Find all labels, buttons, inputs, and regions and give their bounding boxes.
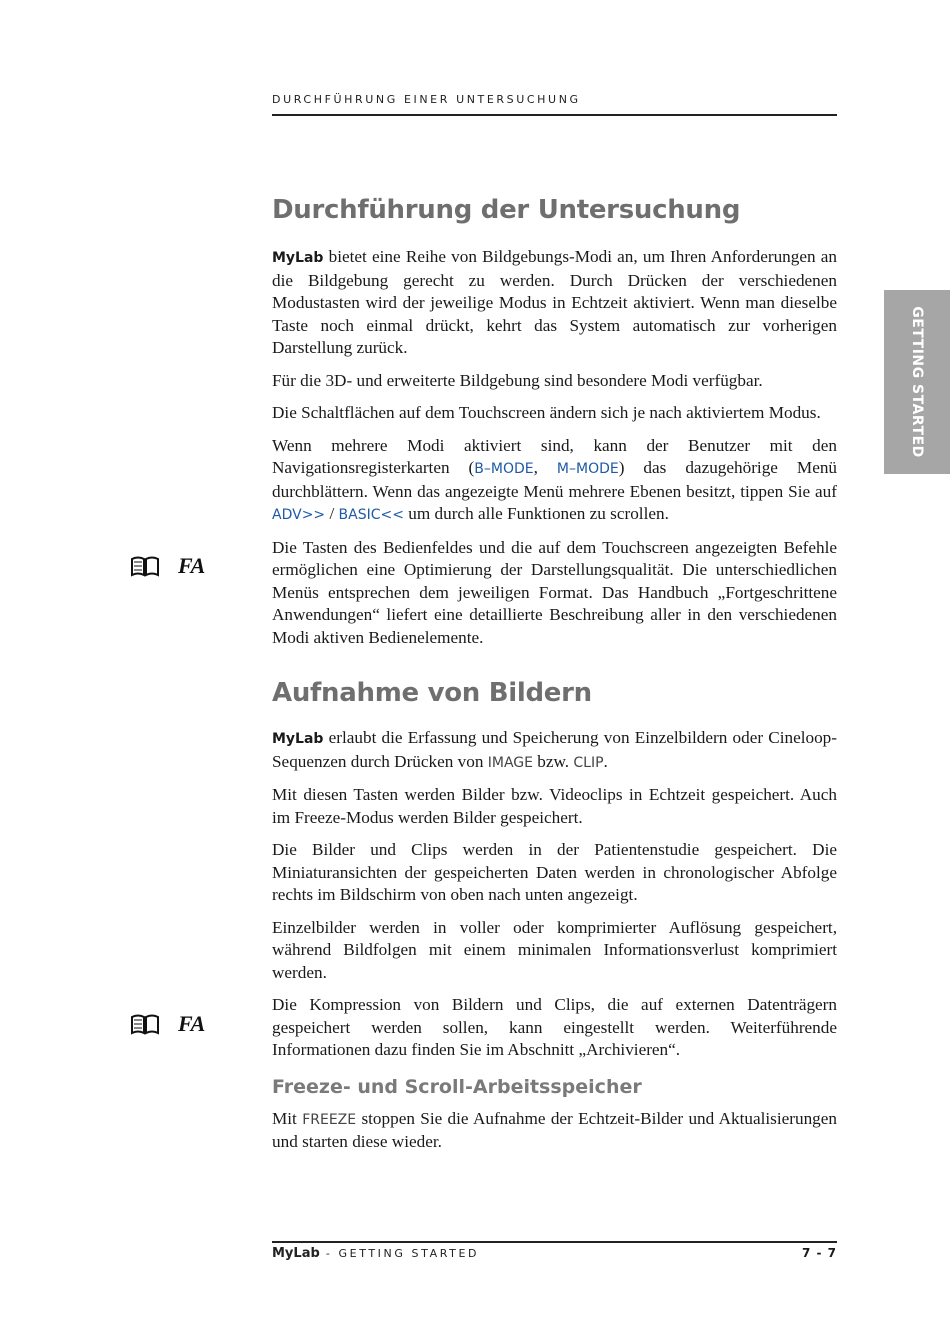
clip-key-label: CLIP [573,754,604,771]
margin-note-fa [130,553,205,579]
paragraph: Wenn mehrere Modi aktiviert sind, kann der Benutzer mit den Navigationsregisterkarten (B–MODE, M–MODE) das dazugehörige Menü durchblättern. Wenn das angezeigte Menü mehrere Ebenen besitzt, tippen Sie auf ADV>> / BASIC<< um durch alle Funktionen zu scrollen. [272,435,838,523]
margin-note-label: FA [178,553,206,578]
paragraph: Die Kompression von Bildern und Clips, die auf externen Datenträgern gespeichert werden sollen, kann eingestellt werden. Weiterführende Informationen dazu finden Sie im Abschnitt „Archivieren“. [272,995,837,1059]
paragraph: Die Schaltflächen auf dem Touchscreen ändern sich je nach aktiviertem Modus. [272,403,821,422]
paragraph: Einzelbilder werden in voller oder komprimierter Auflösung gespeichert, während Bildfolgen mit einem minimalen Informationsverlust komprimiert werden. [272,917,837,982]
paragraph: Die Tasten des Bedienfeldes und die auf dem Touchscreen angezeigten Befehle ermöglichen eine Optimierung der Darstellungsqualität. Die unterschiedlichen Menüs entsprechen dem jeweiligen Format. Das Handbuch „Fortgeschrittene Anwendungen“ liefert eine detaillierte Beschreibung aller in den verschiedenen Modi aktiven Bedienelemente. [272,537,837,647]
footer-divider [272,1241,837,1243]
paragraph: Die Bilder und Clips werden in der Patientenstudie gespeichert. Die Miniaturansichten der gespeicherten Daten werden in chronologischer Abfolge rechts im Bildschirm von oben nach unten angezeigt. [272,840,837,904]
adv-button-label: ADV>> [272,507,326,523]
brand-name: MyLab [272,731,324,747]
brand-name: MyLab [272,250,324,266]
freeze-key-label: FREEZE [302,1111,357,1128]
book-icon [130,555,160,577]
side-tab-label: GETTING STARTED [909,306,925,458]
footer-manual-title: - GETTING STARTED [319,1247,480,1260]
paragraph: Mit FREEZE stoppen Sie die Aufnahme der Echtzeit-Bilder und Aktualisierungen und starten diese wieder. [272,1108,837,1151]
paragraph: MyLab bietet eine Reihe von Bildgebungs-Modi an, um Ihren Anforderungen an die Bildgebung gerecht zu werden. Durch Drücken der verschiedenen Modustasten wird der jeweilige Modus in Echtzeit aktiviert. Wenn man dieselbe Taste noch einmal drückt, kehrt das System automatisch zur vorherigen Darstellung zurück. [272,247,837,357]
basic-button-label: BASIC<< [338,507,404,523]
subsection-title: Freeze- und Scroll-Arbeitsspeicher [272,1075,642,1098]
footer-title [272,1246,479,1261]
footer-brand: MyLab [272,1246,320,1261]
paragraph: Mit diesen Tasten werden Bilder bzw. Videoclips in Echtzeit gespeichert. Auch im Freeze-Modus werden Bilder gespeichert. [272,785,837,827]
side-tab [884,290,950,474]
paragraph: MyLab erlaubt die Erfassung und Speicherung von Einzelbildern oder Cineloop-Sequenzen durch Drücken von IMAGE bzw. CLIP. [272,728,837,771]
page-number: 7 - 7 [801,1246,837,1260]
header-divider [272,114,837,116]
paragraph: Für die 3D- und erweiterte Bildgebung sind besondere Modi verfügbar. [272,370,763,390]
running-header: DURCHFÜHRUNG EINER UNTERSUCHUNG [272,93,581,106]
margin-note-fa [130,1011,205,1037]
image-key-label: IMAGE [487,754,533,771]
section-title: Aufnahme von Bildern [272,678,592,708]
section-title: Durchführung der Untersuchung [272,195,741,225]
margin-note-label: FA [178,1011,206,1036]
book-icon [130,1013,160,1035]
b-mode-tab-label: B–MODE [474,461,534,477]
main-content [272,190,837,1164]
m-mode-tab-label: M–MODE [556,461,619,477]
